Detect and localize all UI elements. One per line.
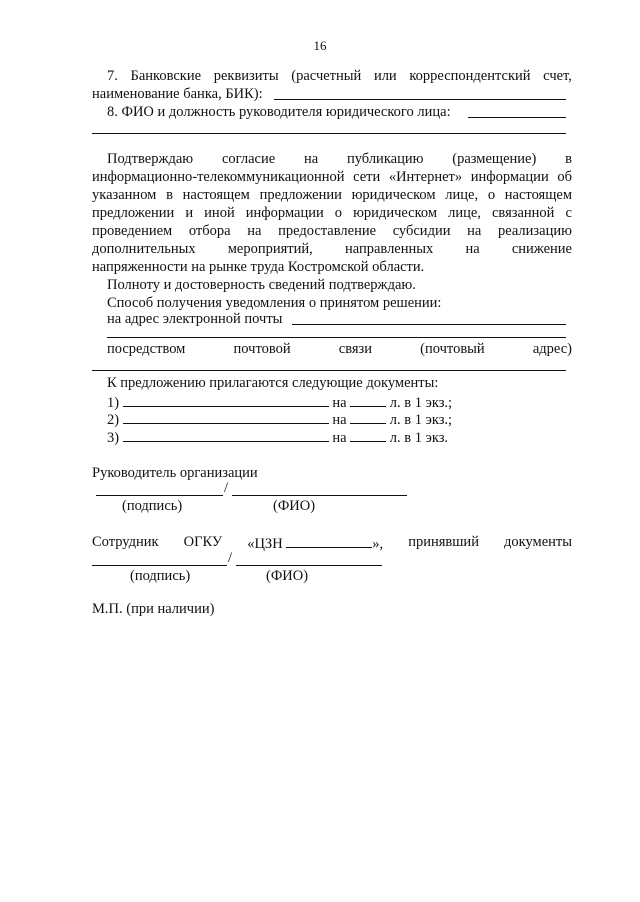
head-name-label: (ФИО) — [273, 498, 316, 514]
attachment-pages-field[interactable] — [350, 392, 386, 407]
czn-name-field[interactable] — [286, 533, 372, 548]
consent-word: проведением — [92, 223, 173, 239]
employee-close: », — [372, 536, 384, 552]
item7-word: Банковские — [130, 68, 202, 84]
consent-word: на — [467, 223, 482, 239]
consent-line — [92, 240, 572, 258]
post-word: посредством — [107, 341, 186, 357]
consent-line — [92, 168, 572, 186]
item7-line2: наименование банка, БИК): — [92, 86, 263, 102]
consent-word: субсидии — [392, 223, 451, 239]
consent-word: публикацию — [346, 151, 424, 167]
employee-word: принявший — [408, 534, 479, 550]
item7-word: (расчетный — [291, 68, 362, 84]
item7-line1 — [92, 67, 572, 85]
head-slash: / — [224, 480, 229, 496]
consent-word: указанном — [92, 187, 157, 203]
consent-word: лице, — [445, 187, 479, 203]
attachment-num: 3) — [107, 430, 120, 446]
consent-last-line: напряженности на рынке труда Костромской области. — [92, 259, 425, 275]
employee-slash: / — [228, 550, 233, 566]
consent-word: согласие — [221, 151, 276, 167]
consent-line — [92, 150, 572, 168]
consent-word: снижение — [511, 241, 572, 257]
completeness-statement: Полноту и достоверность сведений подтверждаю. — [107, 277, 416, 293]
head-signature-label: (подпись) — [122, 498, 183, 514]
director-field-a[interactable] — [468, 117, 566, 118]
consent-word: направленных — [344, 241, 434, 257]
attachment-name-field[interactable] — [123, 427, 329, 442]
item7-word: корреспондентский — [409, 68, 531, 84]
consent-line — [92, 186, 572, 204]
consent-word: связанной — [491, 205, 555, 221]
page-number: 16 — [313, 38, 327, 53]
attachments-heading: К предложению прилагаются следующие документы: — [107, 375, 439, 391]
consent-word: лице, — [448, 205, 481, 221]
employee-signature-field[interactable] — [92, 565, 227, 566]
consent-word: с — [565, 205, 572, 221]
employee-word: ОГКУ — [183, 534, 223, 550]
attachment-na: на — [332, 412, 347, 428]
item8-text: 8. ФИО и должность руководителя юридического лица: — [107, 104, 451, 120]
attachment-item — [107, 409, 452, 429]
consent-word: Подтверждаю — [107, 151, 194, 167]
consent-word: в — [565, 151, 572, 167]
attachment-num: 2) — [107, 412, 120, 428]
consent-word: мероприятий, — [227, 241, 313, 257]
consent-word: юридическом — [353, 205, 438, 221]
consent-word: информации — [245, 205, 324, 221]
consent-word: «Интернет» — [388, 169, 463, 185]
attachment-name-field[interactable] — [123, 392, 329, 407]
attachment-na: на — [332, 395, 347, 411]
consent-word: настоящем — [182, 187, 250, 203]
consent-word: и — [185, 205, 194, 221]
email-field[interactable] — [292, 324, 566, 325]
post-word: связи — [338, 341, 373, 357]
consent-word: на — [247, 223, 262, 239]
consent-word: информации — [470, 169, 549, 185]
attachment-na: на — [332, 430, 347, 446]
post-line — [92, 340, 572, 358]
attachment-pages-field[interactable] — [350, 409, 386, 424]
attachment-num: 1) — [107, 395, 120, 411]
employee-org — [247, 533, 383, 553]
attachment-suffix: л. в 1 экз.; — [389, 395, 453, 411]
employee-name-label: (ФИО) — [266, 568, 309, 584]
item7-word: 7. — [107, 68, 118, 84]
consent-word: дополнительных — [92, 241, 196, 257]
item7-word: или — [373, 68, 397, 84]
attachment-suffix: л. в 1 экз. — [389, 430, 449, 446]
item7-word: реквизиты — [213, 68, 279, 84]
consent-word: на — [465, 241, 480, 257]
consent-word: о — [334, 205, 343, 221]
head-name-field[interactable] — [232, 495, 407, 496]
consent-line — [92, 222, 572, 240]
director-field-b[interactable] — [92, 133, 566, 134]
attachment-item — [107, 427, 448, 447]
bank-details-field[interactable] — [274, 99, 566, 100]
stamp-note: М.П. (при наличии) — [92, 601, 215, 617]
email-label: на адрес электронной почты — [107, 311, 283, 327]
notice-method-label: Способ получения уведомления о принятом решении: — [107, 295, 442, 311]
consent-word: предложении — [92, 205, 175, 221]
employee-word: «ЦЗН — [247, 536, 283, 552]
employee-name-field[interactable] — [236, 565, 382, 566]
consent-word: настоящем — [504, 187, 572, 203]
attachment-pages-field[interactable] — [350, 427, 386, 442]
postal-address-field[interactable] — [92, 370, 566, 371]
attachment-name-field[interactable] — [123, 409, 329, 424]
consent-word: иной — [204, 205, 235, 221]
consent-word: о — [487, 187, 496, 203]
consent-word: сети — [353, 169, 381, 185]
consent-word: в — [166, 187, 173, 203]
head-signature-field[interactable] — [96, 495, 223, 496]
post-word: (почтовый — [420, 341, 485, 357]
employee-line — [92, 533, 572, 553]
item7-word: счет, — [543, 68, 572, 84]
post-word: адрес) — [532, 341, 572, 357]
consent-word: (размещение) — [452, 151, 537, 167]
consent-word: предоставление — [278, 223, 377, 239]
consent-word: реализацию — [497, 223, 572, 239]
attachment-suffix: л. в 1 экз.; — [389, 412, 453, 428]
head-of-org-title: Руководитель организации — [92, 465, 258, 481]
consent-word: об — [557, 169, 572, 185]
consent-word: предложении — [259, 187, 342, 203]
email-field-extra[interactable] — [107, 337, 566, 338]
employee-word: Сотрудник — [92, 534, 159, 550]
employee-word: документы — [504, 534, 572, 550]
consent-word: информационно-телекоммуникационной — [92, 169, 345, 185]
consent-line — [92, 204, 572, 222]
consent-word: юридическом — [351, 187, 436, 203]
employee-signature-label: (подпись) — [130, 568, 191, 584]
post-word: почтовой — [233, 341, 291, 357]
consent-word: отбора — [188, 223, 231, 239]
consent-word: на — [303, 151, 319, 167]
